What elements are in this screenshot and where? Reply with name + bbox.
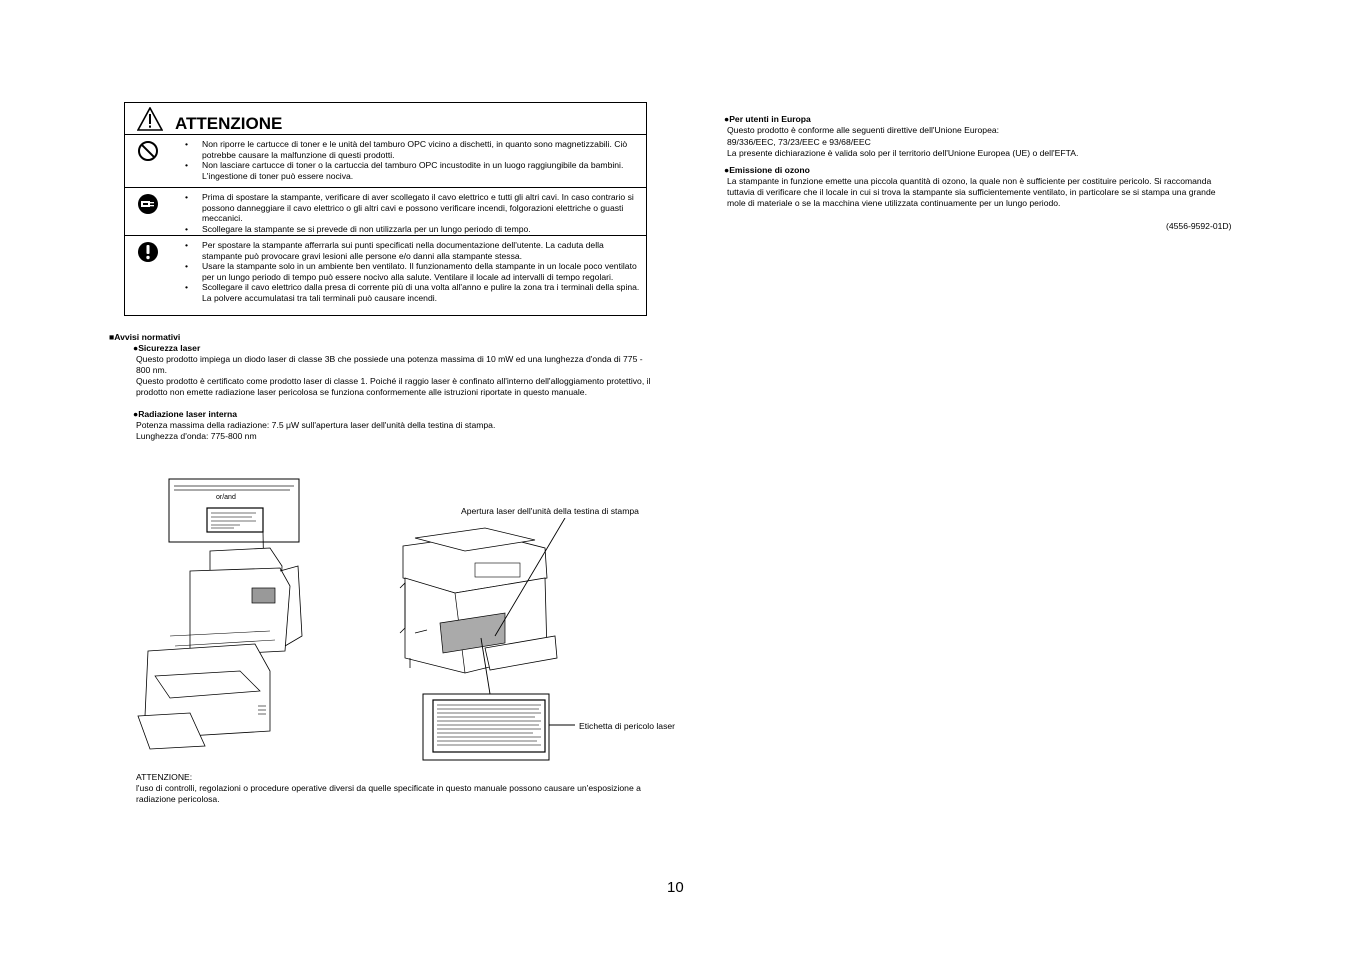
- warning-item: • Prima di spostare la stampante, verificare di aver scollegato il cavo elettrico e tutti gli altri cavi. In caso contrario si possono danneggiare il cavo elettrico o gli altri cavi e possono verificare incendi, folgorazioni elettriche o guasti meccanici.: [185, 192, 640, 224]
- callout-laser-warning-label: Etichetta di pericolo laser: [579, 721, 676, 731]
- callout-laser-aperture: Apertura laser dell'unità della testina di stampa: [461, 506, 639, 516]
- printer-illustration-left: [130, 476, 310, 756]
- warning-title: ATTENZIONE: [175, 114, 283, 133]
- warning-triangle-icon: [137, 107, 163, 131]
- warning-item: • Scollegare la stampante se si prevede di non utilizzarla per un lungo periodo di tempo.: [185, 224, 640, 235]
- printer-illustration-right: [395, 518, 580, 763]
- internal-radiation-line-1: Potenza massima della radiazione: 7.5 μW sull'apertura laser dell'unità della testina di stampa.: [136, 420, 496, 430]
- document-code: (4556-9592-01D): [1166, 221, 1232, 231]
- europe-heading: ●Per utenti in Europa: [724, 114, 811, 124]
- prohibition-icon: [137, 140, 159, 162]
- europe-line-2: 89/336/EEC, 73/23/EEC e 93/68/EEC: [727, 137, 871, 147]
- europe-line-3: La presente dichiarazione è valida solo per il territorio dell'Unione Europea (UE) o dell'EFTA.: [727, 148, 1079, 158]
- exclamation-icon: [137, 241, 159, 263]
- warning-item: • Non riporre le cartucce di toner e le unità del tamburo OPC vicino a dischetti, in quanto sono magnetizzabili. Ciò potrebbe causare la malfunzione di questi prodotti.: [185, 139, 640, 160]
- laser-safety-heading: ●Sicurezza laser: [133, 343, 201, 353]
- caution-title: ATTENZIONE:: [136, 772, 193, 782]
- europe-line-1: Questo prodotto è conforme alle seguenti direttive dell'Unione Europea:: [727, 125, 1000, 135]
- warning-item: • Scollegare il cavo elettrico dalla presa di corrente più di una volta all'anno e pulire la zona tra i terminali della spina. La polvere accumulatasi tra tali terminali può causare incendi.: [185, 282, 640, 303]
- warning-list: [185, 139, 640, 181]
- or-and-label: or/and: [216, 494, 236, 501]
- warning-header: [125, 103, 646, 135]
- caution-text: l'uso di controlli, regolazioni o procedure operative diversi da quelle specificate in questo manuale possono causare un'esposizione a radiazione pericolosa.: [136, 783, 641, 804]
- internal-radiation-line-2: Lunghezza d'onda: 775-800 nm: [136, 431, 257, 441]
- warning-item: • Usare la stampante solo in un ambiente ben ventilato. Il funzionamento della stampante in un locale poco ventilato per un lungo periodo di tempo può essere nocivo alla salute. Ventilare il locale ad intervalli di tempo regolari.: [185, 261, 640, 282]
- laser-safety-text-1: Questo prodotto impiega un diodo laser di classe 3B che possiede una potenza massima di 10 mW ed una lunghezza d'onda di 775 - 800 nm.: [136, 354, 643, 375]
- warning-row-unplug: [125, 188, 646, 236]
- warning-row-prohibition: [125, 135, 646, 188]
- warning-box: [124, 102, 647, 316]
- ozone-text: La stampante in funzione emette una piccola quantità di ozono, la quale non è sufficiente per costituire pericolo. Si raccomanda tuttavia di verificare che il locale in cui si trova la stampante sia sufficientemente ventilato, in particolare se si stampa una grande mole di materiale o se la macchina viene utilizzata continuamente per un lungo periodo.: [727, 176, 1216, 208]
- warning-list: [185, 192, 640, 234]
- warning-list: [185, 240, 640, 304]
- ozone-heading: ●Emissione di ozono: [724, 165, 810, 175]
- page-number: 10: [667, 879, 684, 896]
- warning-item: • Per spostare la stampante afferrarla sui punti specificati nella documentazione dell'utente. La caduta della stampante può provocare gravi lesioni alle persone e/o danni alla stampante stessa.: [185, 240, 640, 261]
- warning-row-exclamation: [125, 236, 646, 316]
- unplug-icon: [137, 193, 159, 215]
- laser-safety-text-2: Questo prodotto è certificato come prodotto laser di classe 1. Poiché il raggio laser è confinato all'interno dell'alloggiamento protettivo, il prodotto non emette radiazione laser pericolosa se funziona conformemente alle istruzioni riportate in questo manuale.: [136, 376, 651, 397]
- regulatory-heading: ■Avvisi normativi: [109, 332, 181, 342]
- warning-item: • Non lasciare cartucce di toner o la cartuccia del tamburo OPC incustodite in un luogo raggiungibile da bambini. L'ingestione di toner può essere nociva.: [185, 160, 640, 181]
- internal-radiation-heading: ●Radiazione laser interna: [133, 409, 238, 419]
